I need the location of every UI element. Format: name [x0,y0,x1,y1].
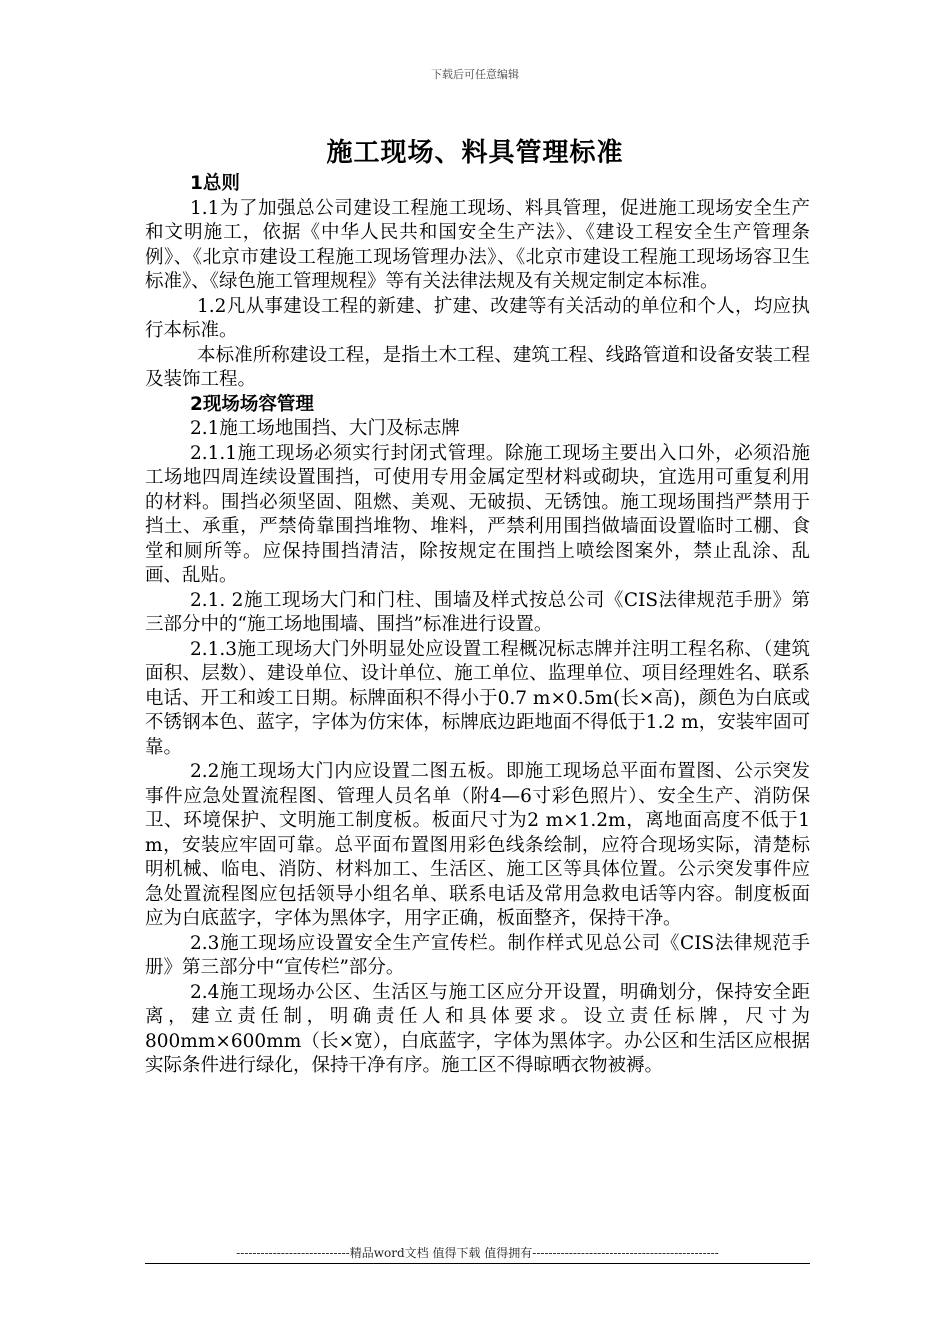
paragraph: 2.3施工现场应设置安全生产宣传栏。制作样式见总公司《CIS法律规范手册》第三部分中“宣传栏”部分。 [145,932,810,978]
section-heading: 1总则 [190,173,240,194]
paragraph: 本标准所称建设工程，是指土木工程、建筑工程、线路管道和设备安装工程及装饰工程。 [145,344,810,390]
document-body [145,172,810,1079]
paragraph: 1.2凡从事建设工程的新建、扩建、改建等有关活动的单位和个人，均应执行本标准。 [145,295,810,341]
header-note: 下载后可任意编辑 [431,68,519,81]
footer-divider [145,1263,810,1264]
footer-note: ----------------------------精品word文档 值得下载 值得拥有---------------------------------------------- [236,1246,719,1260]
paragraph: 2.1施工场地围挡、大门及标志牌 [190,418,460,439]
paragraph: 2.1. 2施工现场大门和门柱、围墙及样式按总公司《CIS法律规范手册》第三部分中的“施工场地围墙、围挡”标准进行设置。 [145,589,810,635]
paragraph: 2.1.1施工现场必须实行封闭式管理。除施工现场主要出入口外，必须沿施工场地四周连续设置围挡，可使用专用金属定型材料或砌块，宜选用可重复利用的材料。围挡必须坚固、阻燃、美观、无破损、无锈蚀。施工现场围挡严禁用于挡土、承重，严禁倚靠围挡堆物、堆料，严禁利用围挡做墙面设置临时工棚、食堂和厕所等。应保持围挡清洁，除按规定在围挡上喷绘图案外，禁止乱涂、乱画、乱贴。 [145,442,810,586]
page-title: 施工现场、料具管理标准 [326,138,624,168]
paragraph: 2.2施工现场大门内应设置二图五板。即施工现场总平面布置图、公示突发事件应急处置流程图、管理人员名单（附4—6寸彩色照片）、安全生产、消防保卫、环境保护、文明施工制度板。板面尺寸为2 m×1.2m，离地面高度不低于1 m，安装应牢固可靠。总平面布置图用彩色线条绘制，应符合现场实际，清楚标明机械、临电、消防、材料加工、生活区、施工区等具体位置。公示突发事件应急处置流程图应包括领导小组名单、联系电话及常用急救电话等内容。制度板面应为白底蓝字，字体为黑体字，用字正确，板面整齐，保持干净。 [145,761,810,929]
paragraph: 2.1.3施工现场大门外明显处应设置工程概况标志牌并注明工程名称、（建筑面积、层数）、建设单位、设计单位、施工单位、监理单位、项目经理姓名、联系电话、开工和竣工日期。标牌面积不得小于0.7 m×0.5m(长×高)，颜色为白底或不锈钢本色、蓝字，字体为仿宋体，标牌底边距地面不得低于1.2 m，安装牢固可靠。 [145,638,810,758]
section-heading: 2现场场容管理 [190,393,314,415]
paragraph: 1.1为了加强总公司建设工程施工现场、料具管理，促进施工现场安全生产和文明施工，依据《中华人民共和国安全生产法》、《建设工程安全生产管理条例》、《北京市建设工程施工现场管理办法》、《北京市建设工程施工现场场容卫生标准》、《绿色施工管理规程》等有关法律法规及有关规定制定本标准。 [145,197,810,292]
paragraph: 2.4施工现场办公区、生活区与施工区应分开设置，明确划分，保持安全距离，建立责任制，明确责任人和具体要求。设立责任标牌，尺寸为800mm×600mm（长×宽），白底蓝字，字体为黑体字。办公区和生活区应根据实际条件进行绿化，保持干净有序。施工区不得晾晒衣物被褥。 [145,981,810,1076]
